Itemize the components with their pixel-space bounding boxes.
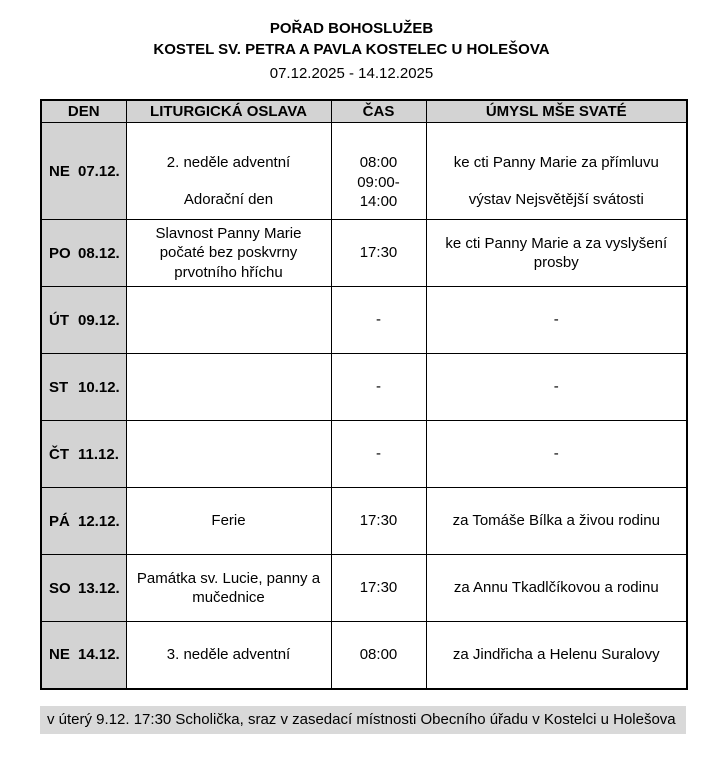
- intention-cell: za Annu Tkadlčíkovou a rodinu: [426, 555, 687, 622]
- day-abbr: NE: [49, 646, 70, 664]
- day-cell: [41, 555, 126, 622]
- intention-line-1: ke cti Panny Marie za přímluvu: [453, 154, 659, 171]
- time-line-1: 08:00: [359, 154, 398, 171]
- intention-cell: za Tomáše Bílka a živou rodinu: [426, 488, 687, 555]
- church-name: KOSTEL SV. PETRA A PAVLA KOSTELEC U HOLEŠOVA: [153, 41, 550, 58]
- intention-cell: [426, 123, 687, 220]
- time-cell: 17:30: [331, 488, 426, 555]
- day-cell: [41, 123, 126, 220]
- day-abbr: ČT: [49, 445, 69, 463]
- liturgy-cell: Ferie: [126, 488, 331, 555]
- column-header-liturgy: LITURGICKÁ OSLAVA: [126, 100, 331, 123]
- time-cell: -: [331, 421, 426, 488]
- table-row: [41, 123, 687, 220]
- table-row: [41, 622, 687, 689]
- table-row: [41, 555, 687, 622]
- liturgy-line-2: Adorační den: [183, 190, 274, 208]
- page-title: POŘAD BOHOSLUŽEB: [269, 20, 434, 37]
- column-header-time: ČAS: [331, 100, 426, 123]
- intention-cell: -: [426, 287, 687, 354]
- day-abbr: ST: [49, 378, 69, 396]
- table-row: [41, 421, 687, 488]
- time-cell: [331, 123, 426, 220]
- time-cell: -: [331, 354, 426, 421]
- day-date: 13.12.: [78, 579, 120, 597]
- liturgy-cell: Slavnost Panny Marie počaté bez poskvrny prvotního hříchu: [126, 220, 331, 287]
- liturgy-cell: [126, 287, 331, 354]
- day-date: 14.12.: [78, 646, 120, 664]
- liturgy-cell: Památka sv. Lucie, panny a mučednice: [126, 555, 331, 622]
- time-cell: -: [331, 287, 426, 354]
- date-range: 07.12.2025 - 14.12.2025: [269, 65, 434, 82]
- table-row: [41, 488, 687, 555]
- day-cell: [41, 421, 126, 488]
- liturgy-cell: [126, 123, 331, 220]
- day-cell: [41, 488, 126, 555]
- day-cell: [41, 287, 126, 354]
- schedule-table: [40, 99, 688, 690]
- column-header-intention: ÚMYSL MŠE SVATÉ: [426, 100, 687, 123]
- day-abbr: ÚT: [49, 311, 69, 329]
- table-row: [41, 354, 687, 421]
- day-abbr: PO: [49, 244, 71, 262]
- table-row: [41, 287, 687, 354]
- intention-cell: -: [426, 354, 687, 421]
- day-date: 08.12.: [78, 244, 120, 262]
- day-abbr: PÁ: [49, 512, 70, 530]
- intention-cell: za Jindřicha a Helenu Suralovy: [426, 622, 687, 689]
- liturgy-cell: [126, 421, 331, 488]
- footer-note: v úterý 9.12. 17:30 Scholička, sraz v zasedací místnosti Obecního úřadu v Kostelci u Holešova: [40, 706, 686, 734]
- day-cell: [41, 354, 126, 421]
- day-date: 11.12.: [78, 445, 119, 463]
- day-cell: [41, 622, 126, 689]
- day-abbr: NE: [49, 162, 70, 180]
- time-cell: 17:30: [331, 555, 426, 622]
- document-header: [0, 18, 703, 84]
- day-cell: [41, 220, 126, 287]
- table-row: [41, 220, 687, 287]
- day-date: 12.12.: [78, 512, 120, 530]
- table-header-row: [41, 100, 687, 123]
- liturgy-cell: [126, 354, 331, 421]
- intention-cell: -: [426, 421, 687, 488]
- time-cell: 08:00: [331, 622, 426, 689]
- day-date: 07.12.: [78, 162, 120, 180]
- day-abbr: SO: [49, 579, 71, 597]
- time-cell: 17:30: [331, 220, 426, 287]
- day-date: 09.12.: [78, 311, 120, 329]
- intention-line-2: výstav Nejsvětější svátosti: [468, 190, 644, 208]
- day-date: 10.12.: [78, 378, 120, 396]
- column-header-day: DEN: [41, 100, 126, 123]
- liturgy-line-1: 2. neděle adventní: [166, 154, 291, 171]
- intention-cell: ke cti Panny Marie a za vyslyšení prosby: [426, 220, 687, 287]
- liturgy-cell: 3. neděle adventní: [126, 622, 331, 689]
- time-line-2: 09:00-14:00: [357, 173, 400, 210]
